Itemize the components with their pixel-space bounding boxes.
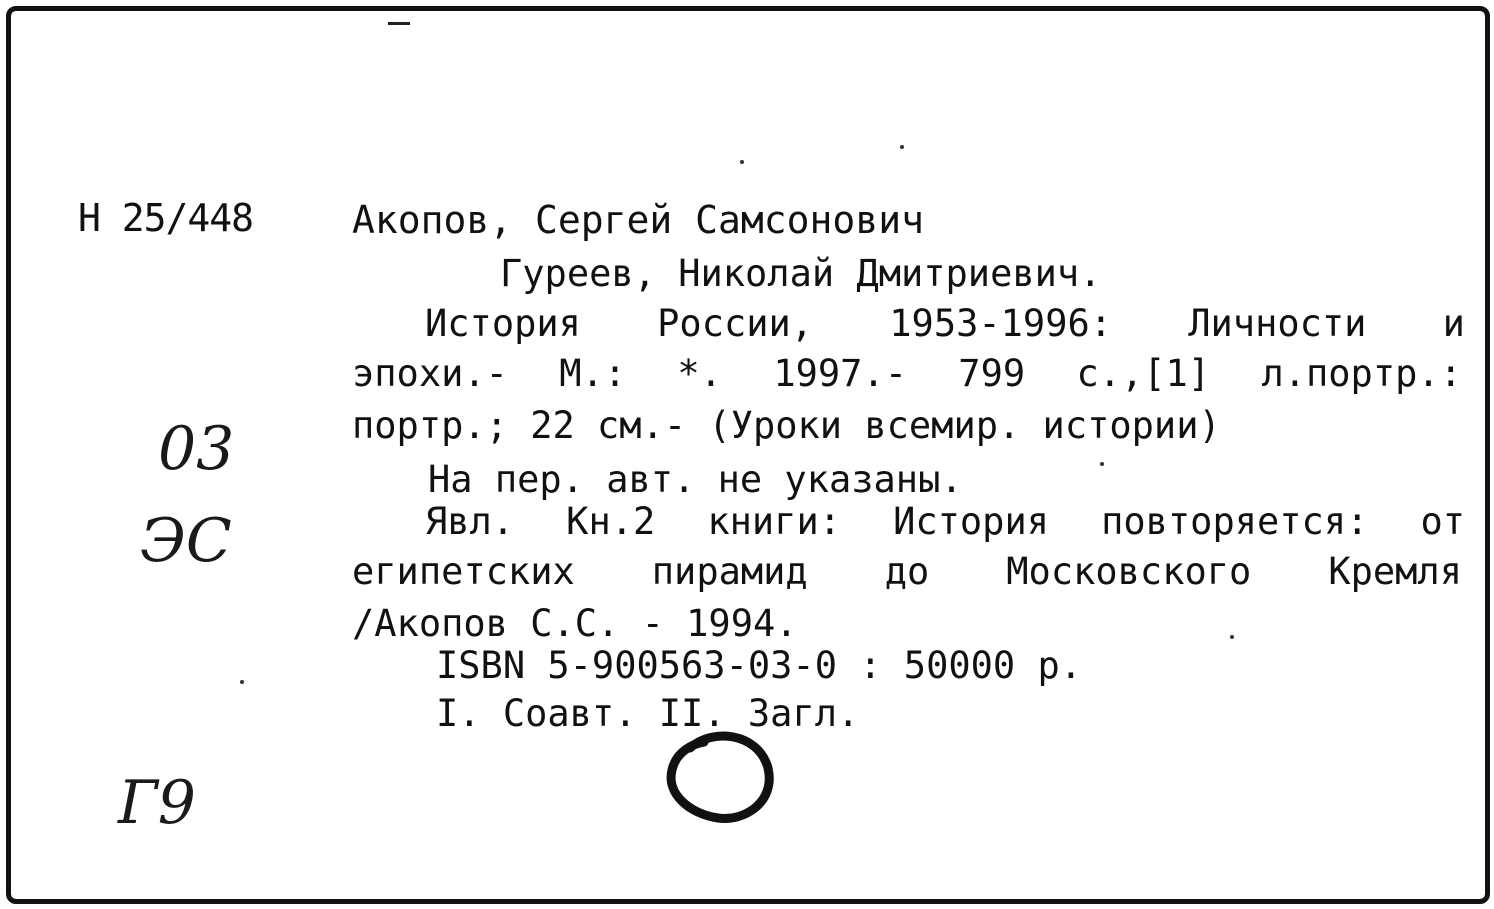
word: Московского: [1006, 550, 1252, 593]
scan-artifact: [1230, 635, 1234, 639]
word: Кремля: [1328, 550, 1462, 593]
handwritten-mark-es: ЭС: [140, 506, 232, 576]
tracings: I. Соавт. II. Загл.: [436, 692, 860, 735]
word: 1997.-: [773, 352, 907, 395]
word: России,: [657, 302, 814, 345]
word: египетских: [352, 550, 575, 593]
word: История: [425, 302, 581, 345]
note-authors: На пер. авт. не указаны.: [428, 458, 963, 501]
imprint-line: [352, 352, 1462, 396]
word: повторяется:: [1101, 500, 1369, 543]
title-line: [425, 302, 1465, 346]
note-volume-line-2: [352, 550, 1462, 594]
word: эпохи.-: [352, 352, 508, 395]
word: л.портр.:: [1261, 352, 1462, 395]
scan-artifact: [900, 145, 904, 149]
word: книги:: [707, 500, 841, 543]
handwritten-mark-g9: Г9: [118, 768, 196, 838]
isbn-price: ISBN 5-900563-03-0 : 50000 р.: [436, 644, 1083, 687]
handwritten-mark-03: 03: [158, 414, 235, 484]
scan-artifact: [388, 22, 410, 25]
scan-artifact: [1100, 462, 1104, 466]
word: *.: [677, 352, 722, 395]
scan-artifact: [740, 160, 744, 164]
word: и: [1442, 302, 1465, 345]
word: до: [884, 550, 930, 593]
word: с.,[1]: [1076, 352, 1211, 395]
hand-drawn-circle-icon: [660, 722, 780, 832]
word: Кн.2: [566, 500, 656, 543]
scan-artifact: [240, 680, 244, 684]
word: 799: [958, 352, 1026, 395]
word: Личности: [1188, 302, 1367, 345]
word: 1953-1996:: [889, 302, 1113, 345]
note-volume-line-1: [425, 500, 1465, 544]
author-heading: Акопов, Сергей Самсонович: [352, 198, 924, 242]
word: пирамид: [651, 550, 808, 593]
word: История: [893, 500, 1049, 543]
note-volume-line-3: /Акопов С.С. - 1994.: [352, 602, 798, 645]
physical-description: портр.; 22 см.- (Уроки всемир. истории): [352, 404, 1221, 447]
word: от: [1420, 500, 1465, 543]
word: М.:: [559, 352, 627, 395]
word: Явл.: [425, 500, 515, 543]
call-number: H 25/448: [78, 196, 254, 240]
coauthor: Гуреев, Николай Дмитриевич.: [500, 252, 1102, 295]
